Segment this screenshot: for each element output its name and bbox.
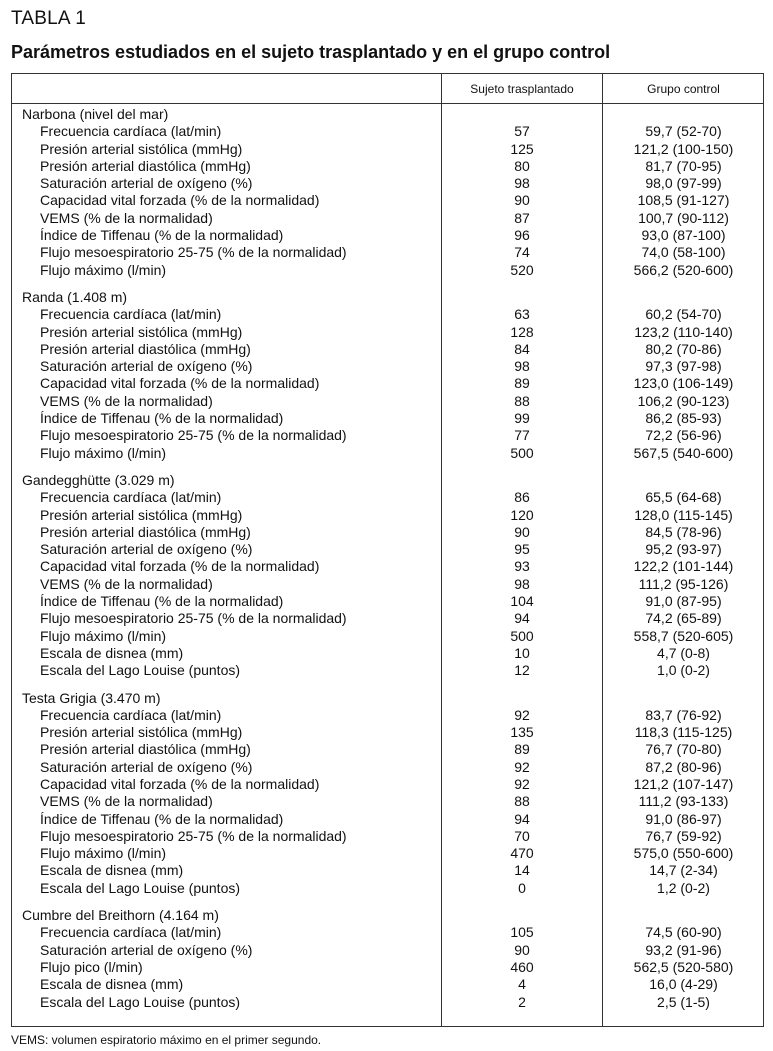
table-row (12, 306, 763, 323)
table-row (12, 141, 763, 158)
subject-value: 135 (510, 724, 534, 741)
subject-value: 2 (518, 993, 526, 1010)
control-value: 567,5 (540-600) (633, 444, 734, 461)
control-value: 128,0 (115-145) (634, 506, 733, 523)
param-cell: VEMS (% de la normalidad) (40, 392, 213, 409)
table-row (12, 175, 763, 192)
control-value: 74,0 (58-100) (641, 244, 726, 261)
table-row (12, 880, 763, 897)
subject-value: 77 (514, 427, 530, 444)
table-row (12, 593, 763, 610)
table-section (12, 472, 763, 680)
subject-value: 128 (510, 323, 534, 340)
subject-value: 90 (514, 941, 530, 958)
control-value: 121,2 (107-147) (633, 775, 734, 792)
control-value: 80,2 (70-86) (645, 340, 722, 357)
control-value: 16,0 (4-29) (649, 976, 718, 993)
footnote: VEMS: volumen espiratorio máximo en el primer segundo. (11, 1033, 322, 1047)
control-value: 123,2 (110-140) (634, 323, 733, 340)
param-cell: Presión arterial diastólica (mmHg) (40, 340, 251, 357)
subject-value: 89 (514, 375, 530, 392)
param-cell: Capacidad vital forzada (% de la normalidad) (40, 775, 320, 792)
table-row (12, 227, 763, 244)
subject-value: 92 (514, 758, 530, 775)
table-row (12, 811, 763, 828)
table-section (12, 907, 763, 1011)
param-cell: Escala de disnea (mm) (40, 976, 184, 993)
param-cell: Flujo máximo (l/min) (40, 845, 167, 862)
subject-value: 90 (514, 523, 530, 540)
param-cell: Saturación arterial de oxígeno (%) (40, 175, 253, 192)
param-cell: Presión arterial sistólica (mmHg) (40, 506, 243, 523)
subject-value: 87 (514, 209, 530, 226)
table-row (12, 741, 763, 758)
subject-value: 98 (514, 358, 530, 375)
param-cell: Saturación arterial de oxígeno (%) (40, 358, 253, 375)
param-cell: Frecuencia cardíaca (lat/min) (40, 706, 222, 723)
subject-value: 57 (514, 123, 530, 140)
param-cell: Saturación arterial de oxígeno (%) (40, 541, 253, 558)
subject-value: 96 (514, 227, 530, 244)
table-row (12, 558, 763, 575)
subject-value: 500 (510, 627, 534, 644)
subject-value: 10 (514, 644, 530, 661)
param-cell: Presión arterial diastólica (mmHg) (40, 741, 251, 758)
control-value: 118,3 (115-125) (634, 724, 733, 741)
table-row (12, 576, 763, 593)
control-value: 93,0 (87-100) (641, 227, 726, 244)
table-row (12, 924, 763, 941)
table-row (12, 341, 763, 358)
param-cell: Frecuencia cardíaca (lat/min) (40, 123, 222, 140)
control-value: 81,7 (70-95) (645, 157, 722, 174)
control-value: 121,2 (100-150) (633, 140, 734, 157)
param-cell: Frecuencia cardíaca (lat/min) (40, 489, 222, 506)
control-value: 91,0 (87-95) (645, 593, 722, 610)
param-cell: Escala del Lago Louise (puntos) (40, 993, 241, 1010)
param-cell: Flujo mesoespiratorio 25-75 (% de la normalidad) (40, 610, 347, 627)
control-value: 84,5 (78-96) (645, 523, 722, 540)
table-section (12, 690, 763, 898)
param-cell: Índice de Tiffenau (% de la normalidad) (40, 593, 284, 610)
param-cell: Saturación arterial de oxígeno (%) (40, 941, 253, 958)
param-cell: Frecuencia cardíaca (lat/min) (40, 306, 222, 323)
subject-value: 63 (514, 306, 530, 323)
subject-value: 95 (514, 541, 530, 558)
table-row (12, 489, 763, 506)
control-value: 123,0 (106-149) (633, 375, 734, 392)
param-cell: Flujo máximo (l/min) (40, 261, 167, 278)
param-cell: Presión arterial diastólica (mmHg) (40, 157, 251, 174)
subject-value: 125 (510, 140, 534, 157)
table-row (12, 210, 763, 227)
control-value: 72,2 (56-96) (645, 427, 722, 444)
control-value: 60,2 (54-70) (645, 306, 722, 323)
subject-value: 84 (514, 340, 530, 357)
param-cell: Frecuencia cardíaca (lat/min) (40, 924, 222, 941)
subject-value: 12 (514, 662, 530, 679)
table-row (12, 524, 763, 541)
control-value: 91,0 (86-97) (645, 810, 722, 827)
param-cell: Presión arterial sistólica (mmHg) (40, 323, 243, 340)
param-cell: Capacidad vital forzada (% de la normalidad) (40, 375, 320, 392)
header-control: Grupo control (647, 82, 720, 96)
subject-value: 92 (514, 775, 530, 792)
table-row (12, 244, 763, 261)
subject-value: 120 (510, 506, 534, 523)
param-cell: Flujo mesoespiratorio 25-75 (% de la normalidad) (40, 427, 347, 444)
control-value: 93,2 (91-96) (645, 941, 722, 958)
control-value: 83,7 (76-92) (645, 706, 722, 723)
control-value: 558,7 (520-605) (633, 627, 734, 644)
control-value: 106,2 (90-123) (637, 392, 730, 409)
subject-value: 94 (514, 610, 530, 627)
table-row (12, 358, 763, 375)
subject-value: 80 (514, 157, 530, 174)
param-cell: VEMS (% de la normalidad) (40, 575, 213, 592)
control-value: 100,7 (90-112) (638, 209, 729, 226)
subject-value: 98 (514, 575, 530, 592)
control-value: 97,3 (97-98) (645, 358, 722, 375)
control-value: 14,7 (2-34) (649, 862, 718, 879)
table-row (12, 541, 763, 558)
subject-value: 105 (510, 924, 534, 941)
table-row (12, 645, 763, 662)
table-row (12, 123, 763, 140)
control-value: 65,5 (64-68) (645, 489, 722, 506)
table-row (12, 507, 763, 524)
table-row (12, 662, 763, 679)
subject-value: 520 (510, 261, 534, 278)
subject-value: 460 (510, 958, 534, 975)
table-row (12, 192, 763, 209)
section-name: Gandegghütte (3.029 m) (22, 471, 175, 488)
table-row (12, 262, 763, 279)
data-table (11, 73, 764, 1027)
table-row (12, 610, 763, 627)
subject-value: 74 (514, 244, 530, 261)
param-cell: Escala de disnea (mm) (40, 862, 184, 879)
table-row (12, 994, 763, 1011)
table-row (12, 724, 763, 741)
subject-value: 104 (510, 593, 534, 610)
section-name: Narbona (nivel del mar) (22, 106, 169, 122)
header-divider (12, 103, 763, 104)
subject-value: 4 (518, 976, 526, 993)
param-cell: Saturación arterial de oxígeno (%) (40, 758, 253, 775)
subject-value: 470 (510, 845, 534, 862)
subject-value: 88 (514, 392, 530, 409)
table-row (12, 976, 763, 993)
param-cell: Flujo máximo (l/min) (40, 444, 167, 461)
control-value: 87,2 (80-96) (645, 758, 722, 775)
control-value: 108,5 (91-127) (637, 192, 730, 209)
control-value: 74,5 (60-90) (645, 924, 722, 941)
table-row (12, 707, 763, 724)
control-value: 111,2 (93-133) (638, 793, 729, 810)
table-row (12, 628, 763, 645)
table-row (12, 793, 763, 810)
table-row (12, 845, 763, 862)
table-section (12, 289, 763, 462)
subject-value: 98 (514, 175, 530, 192)
param-cell: VEMS (% de la normalidad) (40, 793, 213, 810)
control-value: 1,0 (0-2) (657, 662, 710, 679)
table-row (12, 959, 763, 976)
table-row (12, 942, 763, 959)
control-value: 86,2 (85-93) (645, 410, 722, 427)
header-subject: Sujeto trasplantado (470, 82, 574, 96)
control-value: 111,2 (95-126) (638, 575, 729, 592)
param-cell: Presión arterial diastólica (mmHg) (40, 523, 251, 540)
subject-value: 93 (514, 558, 530, 575)
subject-value: 70 (514, 827, 530, 844)
subject-value: 99 (514, 410, 530, 427)
table-row (12, 375, 763, 392)
subject-value: 89 (514, 741, 530, 758)
subject-value: 0 (518, 879, 526, 896)
table-row (12, 324, 763, 341)
control-value: 76,7 (59-92) (645, 827, 722, 844)
section-name: Cumbre del Breithorn (4.164 m) (22, 907, 219, 924)
control-value: 95,2 (93-97) (645, 541, 722, 558)
subject-value: 86 (514, 489, 530, 506)
subject-value: 92 (514, 706, 530, 723)
param-cell: Capacidad vital forzada (% de la normalidad) (40, 558, 320, 575)
section-name: Randa (1.408 m) (22, 288, 128, 305)
control-value: 1,2 (0-2) (657, 879, 710, 896)
param-cell: Escala de disnea (mm) (40, 644, 184, 661)
control-value: 575,0 (550-600) (633, 845, 734, 862)
control-value: 562,5 (520-580) (633, 958, 734, 975)
table-body (12, 106, 763, 1021)
table-row (12, 427, 763, 444)
table-row (12, 393, 763, 410)
param-cell: Flujo mesoespiratorio 25-75 (% de la normalidad) (40, 244, 347, 261)
table-row (12, 862, 763, 879)
param-cell: Escala del Lago Louise (puntos) (40, 879, 241, 896)
control-value: 74,2 (65-89) (645, 610, 722, 627)
table-row (12, 158, 763, 175)
param-cell: Índice de Tiffenau (% de la normalidad) (40, 410, 284, 427)
param-cell: Presión arterial sistólica (mmHg) (40, 724, 243, 741)
subject-value: 88 (514, 793, 530, 810)
control-value: 76,7 (70-80) (645, 741, 722, 758)
param-cell: VEMS (% de la normalidad) (40, 209, 213, 226)
table-section (12, 106, 763, 279)
param-cell: Flujo mesoespiratorio 25-75 (% de la normalidad) (40, 827, 347, 844)
section-name: Testa Grigia (3.470 m) (22, 689, 161, 706)
table-row (12, 776, 763, 793)
control-value: 4,7 (0-8) (657, 644, 710, 661)
table-row (12, 410, 763, 427)
table-title: Parámetros estudiados en el sujeto trasplantado y en el grupo control (11, 42, 611, 62)
table-row (12, 759, 763, 776)
table-label: TABLA 1 (11, 8, 86, 29)
subject-value: 14 (514, 862, 530, 879)
param-cell: Capacidad vital forzada (% de la normalidad) (40, 192, 320, 209)
param-cell: Flujo pico (l/min) (40, 958, 143, 975)
control-value: 59,7 (52-70) (645, 123, 722, 140)
control-value: 98,0 (97-99) (645, 175, 722, 192)
subject-value: 500 (510, 444, 534, 461)
table-row (12, 445, 763, 462)
table-row (12, 828, 763, 845)
subject-value: 94 (514, 810, 530, 827)
subject-value: 90 (514, 192, 530, 209)
param-cell: Flujo máximo (l/min) (40, 627, 167, 644)
param-cell: Presión arterial sistólica (mmHg) (40, 140, 243, 157)
control-value: 122,2 (101-144) (633, 558, 734, 575)
control-value: 2,5 (1-5) (657, 993, 710, 1010)
param-cell: Índice de Tiffenau (% de la normalidad) (40, 810, 284, 827)
param-cell: Escala del Lago Louise (puntos) (40, 662, 241, 679)
control-value: 566,2 (520-600) (633, 261, 734, 278)
param-cell: Índice de Tiffenau (% de la normalidad) (40, 227, 284, 244)
